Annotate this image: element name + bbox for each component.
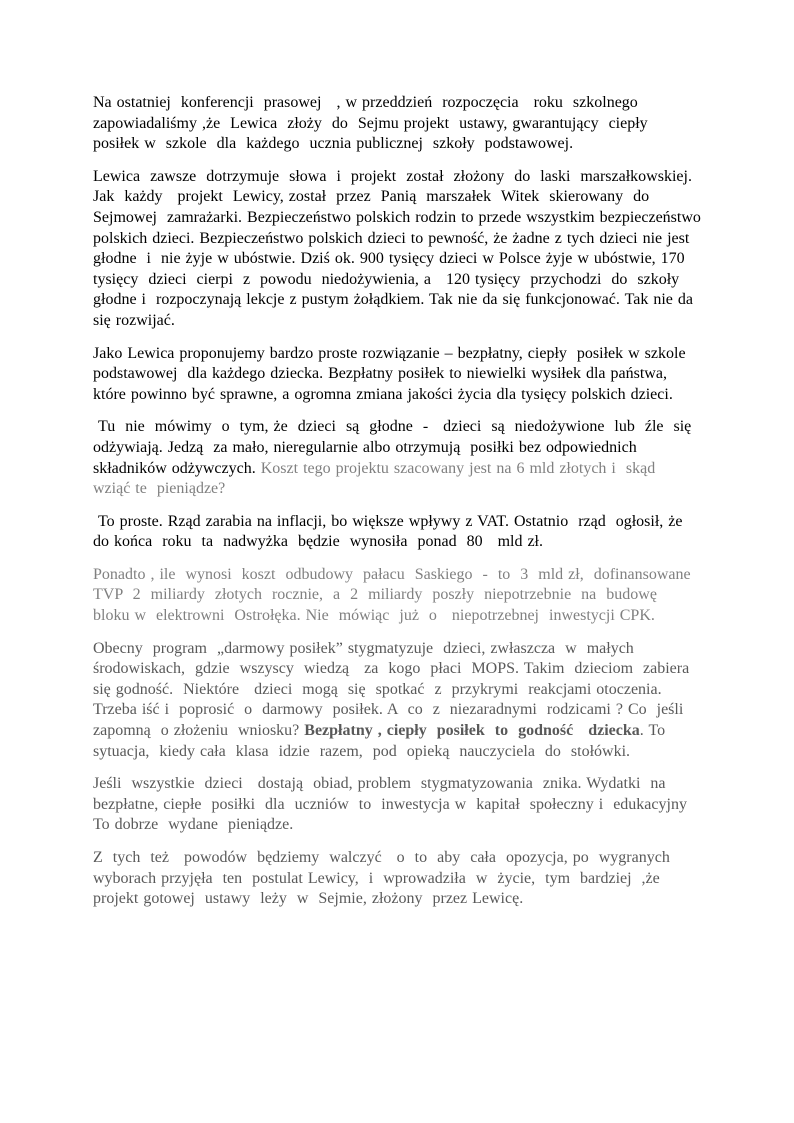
text-run: Tu nie mówimy o tym, że dzieci są głodne - dzieci są niedożywione lub źle się odżywiają. Jedzą za mało, nieregularnie albo otrzymują posiłki bez odpowiednich składników odżywczych. <box>93 418 697 477</box>
text-run: To proste. Rząd zarabia na inflacji, bo większe wpływy z VAT. Ostatnio rząd ogłosił, że do końca roku ta nadwyżka będzie wynosiła ponad 80 mld zł. <box>93 512 693 551</box>
paragraph <box>93 93 702 155</box>
text-run: Bezpłatny , ciepły posiłek to godność dziecka <box>304 722 640 740</box>
text-run: Lewica zawsze dotrzymuje słowa i projekt został złożony do laski marszałkowskiej. Jak każdy projekt Lewicy, został przez Panią marszałek Witek skierowany do Sejmowej zamrażarki. Bezpieczeństwo polskich rodzin to przede wszystkim bezpieczeństwo polskich dzieci. Bezpieczeństwo polskich dzieci to pewność, że żadne z tych dzieci nie jest głodne i nie żyje w ubóstwie. Dziś ok. 900 tysięcy dzieci w Polsce żyje w ubóstwie, 170 tysięcy dzieci cierpi z powodu niedożywienia, a 120 tysięcy przychodzi do szkoły głodne i rozpoczynają lekcje z pustym żołądkiem. Tak nie da się funkcjonować. Tak nie da się rozwijać. <box>93 167 706 329</box>
text-run: Ponadto , ile wynosi koszt odbudowy pałacu Saskiego - to 3 mld zł, dofinansowane TVP 2 miliardy złotych rocznie, a 2 miliardy poszły niepotrzebnie na budowę bloku w elektrowni Ostrołęka. Nie mówiąc już o niepotrzebnej inwestycji CPK. <box>93 565 696 625</box>
paragraph <box>93 565 702 627</box>
paragraph <box>93 639 702 763</box>
text-run: Obecny program „darmowy posiłek” stygmatyzuje dzieci, zwłaszcza w małych środowiskach, gdzie wszyscy wiedzą za kogo płaci MOPS. Takim dzieciom zabiera się godność. Niektóre dzieci mogą się spotkać z przykrymi reakcjami otoczenia. Trzeba iść i poprosić o darmowy posiłek. A co z niezaradnymi rodzicami ? Co jeśli zapomną o złożeniu wniosku? <box>93 639 700 740</box>
paragraph <box>93 774 702 836</box>
document-body <box>93 93 706 910</box>
text-run: Na ostatniej konferencji prasowej , w przeddzień rozpoczęcia roku szkolnego zapowiadaliśmy ,że Lewica złoży do Sejmu projekt ustawy, gwarantujący ciepły posiłek w szkole dla każdego ucznia publicznej szkoły podstawowej. <box>93 94 658 153</box>
paragraph <box>93 848 702 910</box>
text-run: . To sytuacja, kiedy cała klasa idzie razem, pod opieką nauczyciela do stołówki. <box>93 722 676 760</box>
text-run: Z tych też powodów będziemy walczyć o to aby cała opozycja, po wygranych wyborach przyjęła ten postulat Lewicy, i wprowadziła w życie, tym bardziej ,że projekt gotowej ustawy leży w Sejmie, złożony przez Lewicę. <box>93 849 675 908</box>
paragraph <box>93 417 702 499</box>
text-run: Koszt tego projektu szacowany jest na 6 mld złotych i skąd wziąć te pieniądze? <box>93 459 666 498</box>
paragraph <box>93 167 706 332</box>
paragraph <box>93 344 702 406</box>
text-run: Jako Lewica proponujemy bardzo proste rozwiązanie – bezpłatny, ciepły posiłek w szkole podstawowej dla każdego dziecka. Bezpłatny posiłek to niewielki wysiłek dla państwa, które powinno być sprawne, a ogromna zmiana jakości życia dla tysięcy polskich dzieci. <box>93 344 691 403</box>
paragraph <box>93 512 702 553</box>
text-run: Jeśli wszystkie dzieci dostają obiad, problem stygmatyzowania znika. Wydatki na bezpłatne, ciepłe posiłki dla uczniów to inwestycja w kapitał społeczny i edukacyjny To dobrze wydane pieniądze. <box>93 775 692 834</box>
